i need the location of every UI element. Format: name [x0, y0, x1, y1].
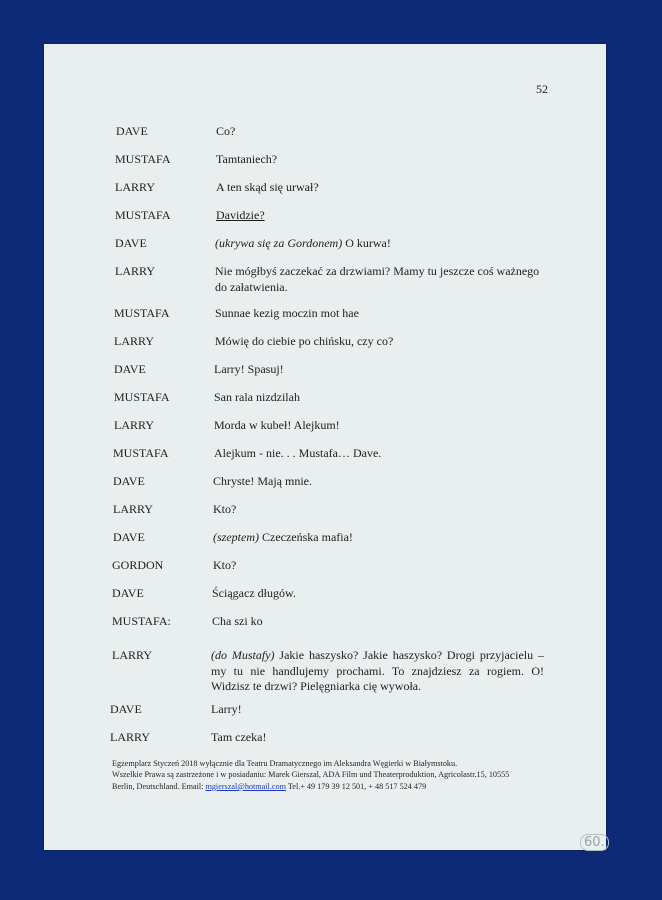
footer-line: Wszelkie Prawa są zastrzeżone i w posiadaniu: Marek Gierszal, ADA Film und Theaterproduktion, Agricolastr.15, 10555: [112, 770, 510, 780]
copyright-footer: [112, 758, 582, 792]
speech-text: Sunnae kezig moczin mot hae: [215, 306, 359, 320]
speech-text: Tamtaniech?: [216, 152, 278, 166]
speaker-name: MUSTAFA: [114, 306, 170, 320]
speech-text: Chryste! Mają mnie.: [213, 474, 312, 488]
speaker-name: MUSTAFA: [115, 208, 171, 222]
speech-text: (szeptem) Czeczeńska mafia!: [213, 530, 353, 544]
footer-line: Berlin, Deutschland. Email: mgierszal@hotmail.com Tel.+ 49 179 39 12 501, + 48 517 524 479: [112, 781, 427, 791]
stage-direction: (szeptem): [213, 530, 259, 544]
speaker-name: LARRY: [115, 180, 156, 194]
speech-text: Nie mógłbyś zaczekać za drzwiami? Mamy tu jeszcze coś ważnego do załatwienia.: [215, 264, 540, 294]
speech-text: Co?: [216, 124, 236, 138]
speech-text: (do Mustafy) Jakie haszysko? Jakie haszysko? Drogi przyjacielu – my tu nie handlujemy prochami. To znajdziesz za rogiem. O! Widzisz te drzwi? Pielęgniarka cię wywoła.: [211, 648, 545, 693]
speaker-name: LARRY: [110, 730, 151, 744]
speaker-name: MUSTAFA: [113, 446, 169, 460]
speaker-name: DAVE: [113, 530, 145, 544]
speech-text: Kto?: [213, 558, 237, 572]
speaker-name: LARRY: [114, 334, 155, 348]
speaker-name: DAVE: [116, 124, 148, 138]
speaker-name: LARRY: [114, 418, 155, 432]
speech-text: San rala nizdzilah: [214, 390, 300, 404]
speaker-name: DAVE: [114, 362, 146, 376]
stage-direction: (ukrywa się za Gordonem): [215, 236, 343, 250]
speech-text: Mówię do ciebie po chińsku, czy co?: [215, 334, 394, 348]
speaker-name: LARRY: [112, 648, 153, 662]
speech-text: Kto?: [213, 502, 237, 516]
speaker-name: DAVE: [110, 702, 142, 716]
speech-text: Tam czeka!: [211, 730, 267, 744]
speaker-name: LARRY: [115, 264, 156, 278]
speaker-name: DAVE: [112, 586, 144, 600]
handwritten-page-note: 60.: [580, 834, 609, 851]
speaker-name: LARRY: [113, 502, 154, 516]
speech-text: Morda w kubeł! Alejkum!: [214, 418, 340, 432]
footer-line: Egzemplarz Styczeń 2018 wyłącznie dla Teatru Dramatycznego im Aleksandra Węgierki w Białymstoku.: [112, 759, 458, 768]
speech-text: A ten skąd się urwał?: [216, 180, 319, 194]
speaker-name: MUSTAFA: [115, 152, 171, 166]
speech-text: (ukrywa się za Gordonem) O kurwa!: [215, 236, 391, 250]
speech-text: Alejkum - nie. . . Mustafa… Dave.: [214, 446, 382, 460]
stage-direction: (do Mustafy): [211, 648, 275, 662]
speaker-name: DAVE: [113, 474, 145, 488]
speech-text: Ściągacz długów.: [212, 586, 296, 600]
speech-text: Cha szi ko: [212, 614, 263, 628]
speech-text: Larry! Spasuj!: [214, 362, 284, 376]
speaker-name: DAVE: [115, 236, 147, 250]
speech-text: Davidzie?: [216, 208, 265, 222]
email-link[interactable]: mgierszal@hotmail.com: [205, 781, 286, 791]
speaker-name: GORDON: [112, 558, 164, 572]
script-page: [44, 44, 606, 850]
page-number: 52: [536, 82, 548, 96]
speaker-name: MUSTAFA: [114, 390, 170, 404]
speech-text: Larry!: [211, 702, 242, 716]
speaker-name: MUSTAFA:: [112, 614, 171, 628]
